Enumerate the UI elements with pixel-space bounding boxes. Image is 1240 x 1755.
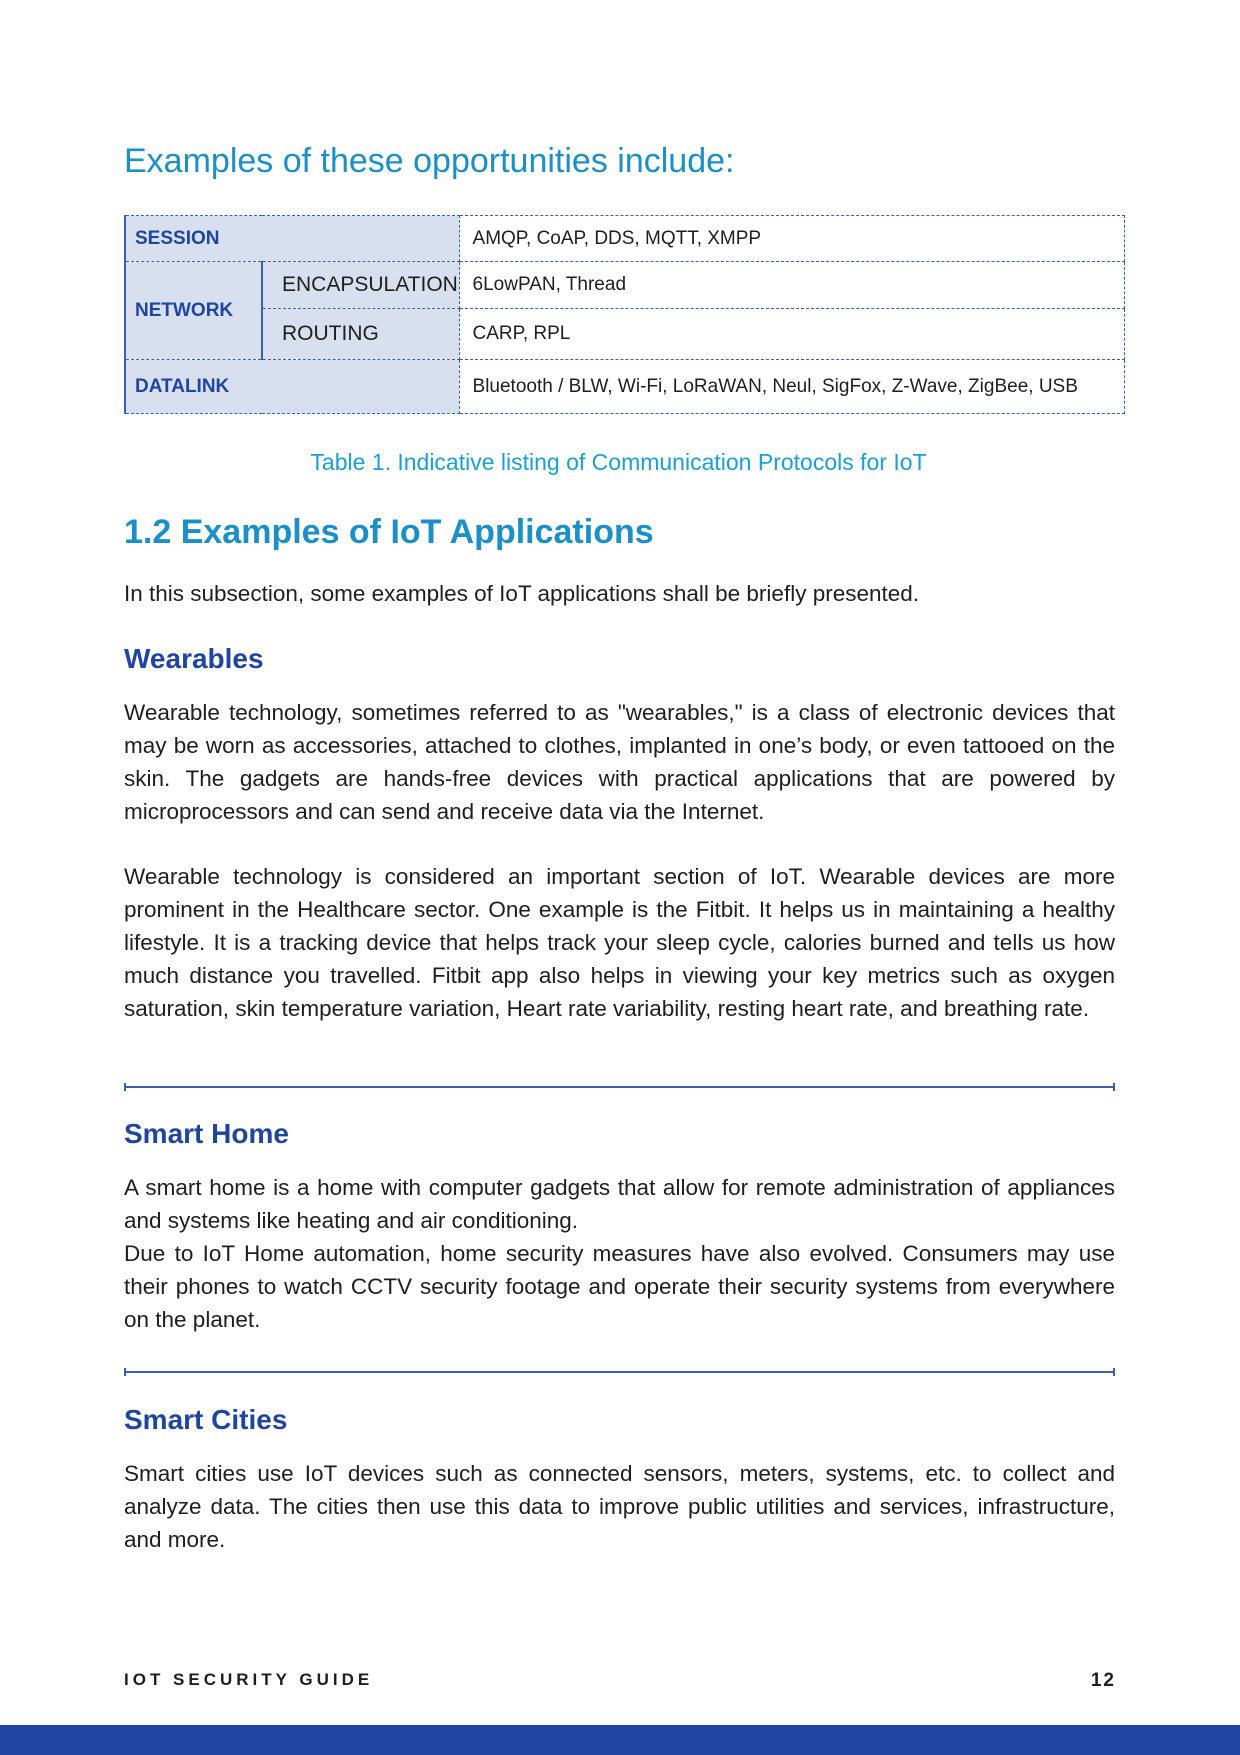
routing-label-cell: ROUTING (262, 309, 459, 360)
table-row (125, 216, 1124, 262)
wearables-heading: Wearables (124, 643, 264, 674)
opportunities-heading: Examples of these opportunities include: (124, 142, 735, 180)
smart-cities-heading: Smart Cities (124, 1404, 288, 1435)
session-protocols-cell: AMQP, CoAP, DDS, MQTT, XMPP (459, 216, 1124, 262)
section-divider (124, 1086, 1115, 1088)
layer-network-cell: NETWORK (125, 262, 262, 360)
wearables-paragraph-1: Wearable technology, sometimes referred to as "wearables," is a class of electronic devices that may be worn as accessories, attached to clothes, implanted in one’s body, or even tattooed on the skin. The gadgets are hands-free devices with practical applications that are powered by microprocessors and can send and receive data via the Internet. (124, 700, 1115, 824)
protocol-table (124, 215, 1125, 414)
section-divider (124, 1371, 1115, 1373)
table-row (125, 262, 1124, 309)
table-row (125, 309, 1124, 360)
footer-document-title: IOT SECURITY GUIDE (124, 1670, 374, 1689)
layer-datalink-cell: DATALINK (125, 360, 459, 414)
page-number: 12 (1090, 1670, 1116, 1691)
layer-session-cell: SESSION (125, 216, 459, 262)
footer-bar (0, 1725, 1240, 1755)
encapsulation-label-cell: ENCAPSULATION (262, 262, 459, 309)
routing-protocols-cell: CARP, RPL (459, 309, 1124, 360)
wearables-paragraph-2: Wearable technology is considered an important section of IoT. Wearable devices are more prominent in the Healthcare sector. One example is the Fitbit. It helps us in maintaining a healthy lifestyle. It is a tracking device that helps track your sleep cycle, calories burned and tells us how much distance you travelled. Fitbit app also helps in viewing your key metrics such as oxygen saturation, skin temperature variation, Heart rate variability, resting heart rate, and breathing rate. (124, 864, 1115, 1021)
section-intro: In this subsection, some examples of IoT applications shall be briefly presented. (124, 581, 920, 606)
table-caption: Table 1. Indicative listing of Communication Protocols for IoT (310, 449, 927, 475)
smart-cities-paragraph: Smart cities use IoT devices such as connected sensors, meters, systems, etc. to collect and analyze data. The cities then use this data to improve public utilities and services, infrastructure, and more. (124, 1461, 1115, 1552)
smart-home-paragraph-2: Due to IoT Home automation, home security measures have also evolved. Consumers may use their phones to watch CCTV security footage and operate their security systems from everywhere on the planet. (124, 1241, 1115, 1332)
encapsulation-protocols-cell: 6LowPAN, Thread (459, 262, 1124, 309)
smart-home-paragraph-1: A smart home is a home with computer gadgets that allow for remote administration of appliances and systems like heating and air conditioning. (124, 1175, 1115, 1233)
table-row (125, 360, 1124, 414)
datalink-protocols-cell: Bluetooth / BLW, Wi-Fi, LoRaWAN, Neul, SigFox, Z-Wave, ZigBee, USB (459, 360, 1124, 414)
smart-home-heading: Smart Home (124, 1118, 289, 1149)
section-title: 1.2 Examples of IoT Applications (124, 513, 654, 551)
